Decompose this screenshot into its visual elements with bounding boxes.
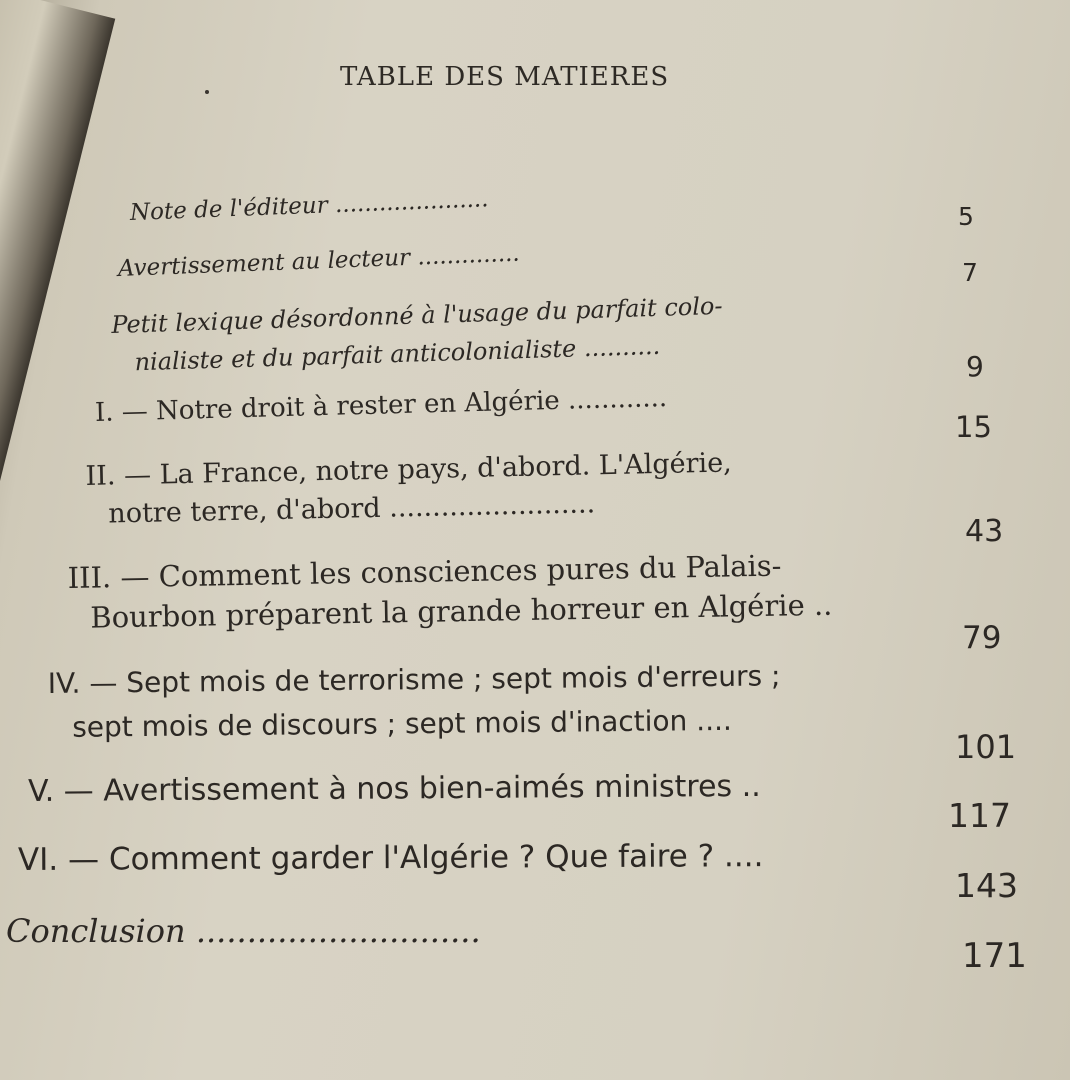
toc-entry-text: Petit lexique désordonné à l'usage du parfait colo-	[110, 291, 723, 340]
toc-entry-conclusion	[6, 912, 481, 950]
toc-entry-text: Note de l'éditeur .....................	[129, 186, 489, 226]
toc-entry-text: nialiste et du parfait anticolonialiste ..........	[134, 331, 661, 377]
toc-entry-avertissement-lecteur	[118, 241, 521, 282]
toc-entry-text: II. — La France, notre pays, d'abord. L'Algérie,	[85, 447, 733, 493]
toc-entry-chapter-5	[28, 769, 761, 809]
toc-entry-text: Avertissement au lecteur ..............	[117, 240, 521, 282]
toc-entry-chapter-2	[85, 444, 733, 534]
toc-page-number: 9	[966, 350, 984, 383]
toc-entry-chapter-1	[95, 383, 668, 428]
toc-page-number: 101	[955, 728, 1017, 766]
toc-entry-petit-lexique	[111, 287, 724, 382]
toc-page-number: 43	[965, 514, 1004, 549]
toc-page-number: 79	[962, 620, 1002, 656]
toc-page-number: 171	[962, 936, 1027, 976]
ink-speck	[205, 90, 209, 94]
toc-entry-text: Conclusion ............................	[6, 912, 481, 950]
toc-page-number: 15	[955, 410, 992, 444]
toc-entry-chapter-6	[18, 838, 764, 878]
toc-entry-text: I. — Notre droit à rester en Algérie ............	[94, 383, 668, 428]
toc-entry-text: VI. — Comment garder l'Algérie ? Que faire ? ....	[17, 838, 764, 878]
toc-entry-note-editeur	[130, 186, 489, 226]
toc-entry-text: Bourbon préparent la grande horreur en Algérie ..	[90, 587, 833, 635]
page-title: TABLE DES MATIERES	[340, 62, 670, 92]
toc-page-number: 7	[962, 258, 978, 287]
book-gutter-shadow	[0, 0, 115, 523]
toc-entry-text: V. — Avertissement à nos bien-aimés ministres ..	[27, 768, 761, 809]
toc-entry-chapter-3	[67, 545, 832, 638]
toc-entry-text: III. — Comment les consciences pures du Palais-	[67, 548, 782, 596]
toc-page-number: 5	[958, 202, 974, 231]
toc-entry-chapter-4	[48, 654, 782, 750]
toc-entry-text: IV. — Sept mois de terrorisme ; sept mois d'erreurs ;	[47, 659, 781, 701]
toc-page-number: 143	[955, 866, 1018, 905]
toc-entry-text: notre terre, d'abord ........................	[108, 488, 596, 530]
toc-entry-text: sept mois de discours ; sept mois d'inaction ....	[72, 703, 732, 744]
toc-page-number: 117	[948, 796, 1011, 835]
